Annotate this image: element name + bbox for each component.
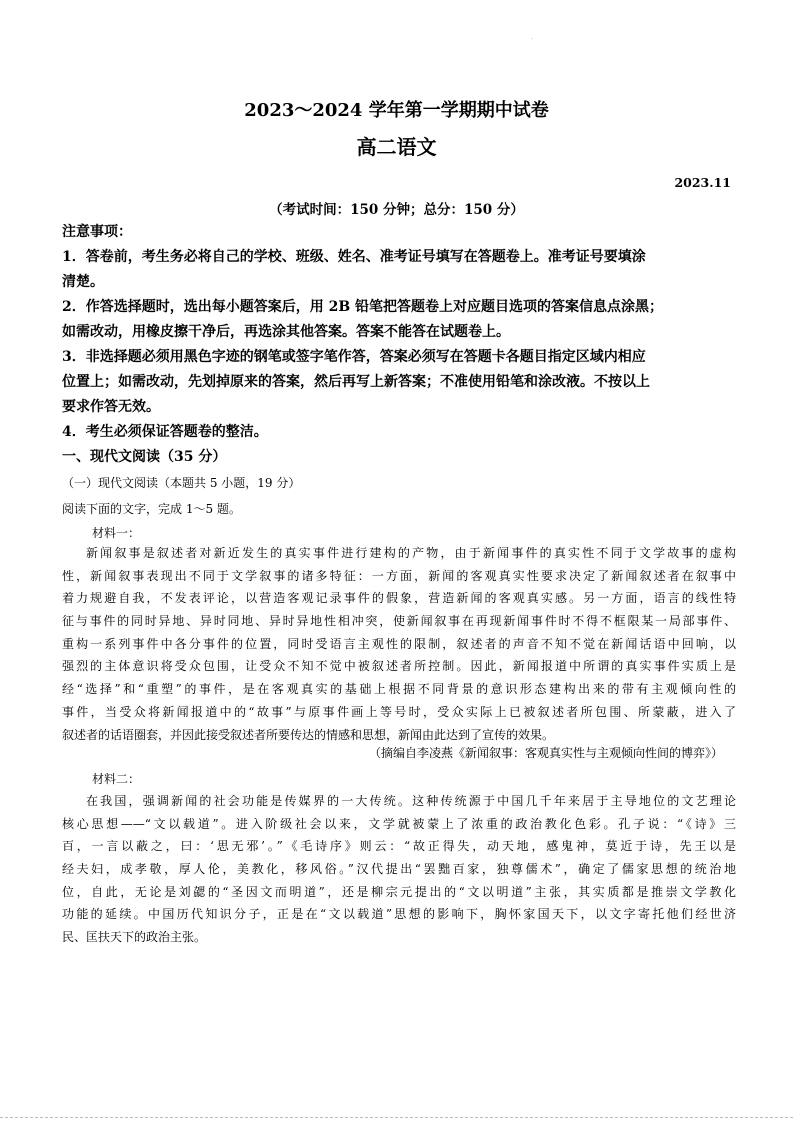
- notice-line: 清楚。: [62, 274, 104, 290]
- paragraph-line: 叙述者的话语圈套，并因此接受叙述者所要传达的情感和思想，新闻由此达到了宣传的效果。: [62, 727, 555, 742]
- notice-line: 2．作答选择题时，选出每小题答案后，用 2B 铅笔把答题卷上对应题目选项的答案信息点涂黑；: [62, 299, 664, 315]
- paragraph-line: 强烈的主体意识将受众包围，让受众不知不觉中被叙述者所控制。因此，新闻报道中所谓的真实事件实质上是: [62, 659, 736, 674]
- section-subheading: （一）现代文阅读（本题共 5 小题，19 分）: [62, 476, 301, 490]
- paragraph-line: 民、匡扶天下的政治主张。: [62, 930, 207, 945]
- paragraph-line: 征与事件的同时异地、异时同地、异时异地性相冲突，使新闻叙事在再现新闻事件时不得不框限某一局部事件、: [62, 614, 736, 629]
- exam-title: 2023～2024 学年第一学期期中试卷: [244, 100, 549, 121]
- paragraph-line: 重构一系列事件中各分事件的位置，同时受语言主观性的限制，叙述者的声音不知不觉在新闻话语中回响，以: [62, 636, 736, 651]
- paragraph-line: 在我国，强调新闻的社会功能是传媒界的一大传统。这种传统源于中国几千年来居于主导地位的文艺理论: [86, 794, 736, 808]
- material1-source: （摘编自李凌燕《新闻叙事：客观真实性与主观倾向性间的博弈》）: [368, 746, 723, 760]
- paragraph-line: 性，新闻叙事表现出不同于文学叙事的诸多特征：一方面，新闻的客观真实性要求决定了新闻叙述者在叙事中: [62, 568, 736, 583]
- page-bottom-rule: [0, 1117, 793, 1118]
- exam-time-score: （考试时间：150 分钟；总分：150 分）: [269, 202, 524, 218]
- material2-text: [62, 790, 736, 949]
- section-heading: 一、现代文阅读（35 分）: [62, 449, 227, 465]
- paragraph-line: 核心思想——“文以载道”。进入阶级社会以来，文学就被蒙上了浓重的政治教化色彩。孔子说：“《诗》三: [62, 816, 736, 831]
- paragraph-line: 功能的延续。中国历代知识分子，正是在“文以载道”思想的影响下，胸怀家国天下，以文字寄托他们经世济: [62, 907, 736, 922]
- paragraph-line: 着力规避自我，不发表评论，以营造客观记录事件的假象，营造新闻的客观真实感。另一方面，语言的线性特: [62, 591, 736, 606]
- notice-block: [62, 220, 738, 445]
- paragraph-line: 百，一言以蔽之，曰：‘思无邪’。”《毛诗序》则云：“故正得失，动天地，感鬼神，莫近于诗，先王以是: [62, 839, 736, 854]
- notice-heading: 注意事项：: [62, 224, 132, 240]
- notice-line: 位置上；如需改动，先划掉原来的答案，然后再写上新答案；不准使用铅笔和涂改液。不按以上: [62, 374, 650, 390]
- paragraph-line: 事件，当受众将新闻报道中的“故事”与原事件画上等号时，受众实际上已被叙述者所包围、所蒙蔽，进入了: [62, 704, 736, 719]
- paragraph-line: 经夫妇，成孝敬，厚人伦，美教化，移风俗。”汉代提出“罢黜百家，独尊儒术”，确定了儒家思想的统治地: [62, 862, 736, 877]
- notice-line: 1．答卷前，考生务必将自己的学校、班级、姓名、准考证号填写在答题卷上。准考证号要填涂: [62, 249, 646, 265]
- notice-line: 3．非选择题必须用黑色字迹的钢笔或签字笔作答，答案必须写在答题卡各题目指定区域内相应: [62, 349, 646, 365]
- notice-line: 4．考生必须保证答题卷的整洁。: [62, 424, 268, 440]
- paragraph-line: 经“选择”和“重塑”的事件，是在客观真实的基础上根据不同背景的意识形态建构出来的带有主观倾向性的: [62, 682, 736, 697]
- notice-line: 要求作答无效。: [62, 399, 160, 415]
- paragraph-line: 新闻叙事是叙述者对新近发生的真实事件进行建构的产物，由于新闻事件的真实性不同于文学故事的虚构: [86, 546, 736, 560]
- material1-label: 材料一：: [92, 526, 141, 540]
- material2-label: 材料二：: [92, 772, 141, 786]
- page-mark: ·: [531, 36, 533, 43]
- paragraph-line: 位，自此，无论是刘勰的“圣因文而明道”，还是柳宗元提出的“文以明道”主张，其实质都是推崇文学教化: [62, 884, 736, 899]
- notice-line: 如需改动，用橡皮擦干净后，再选涂其他答案。答案不能答在试题卷上。: [62, 324, 510, 340]
- exam-subject: 高二语文: [356, 135, 437, 159]
- material1-text: [62, 542, 736, 746]
- exam-date: 2023.11: [674, 175, 731, 190]
- section-instruction: 阅读下面的文字，完成 1～5 题。: [62, 502, 241, 516]
